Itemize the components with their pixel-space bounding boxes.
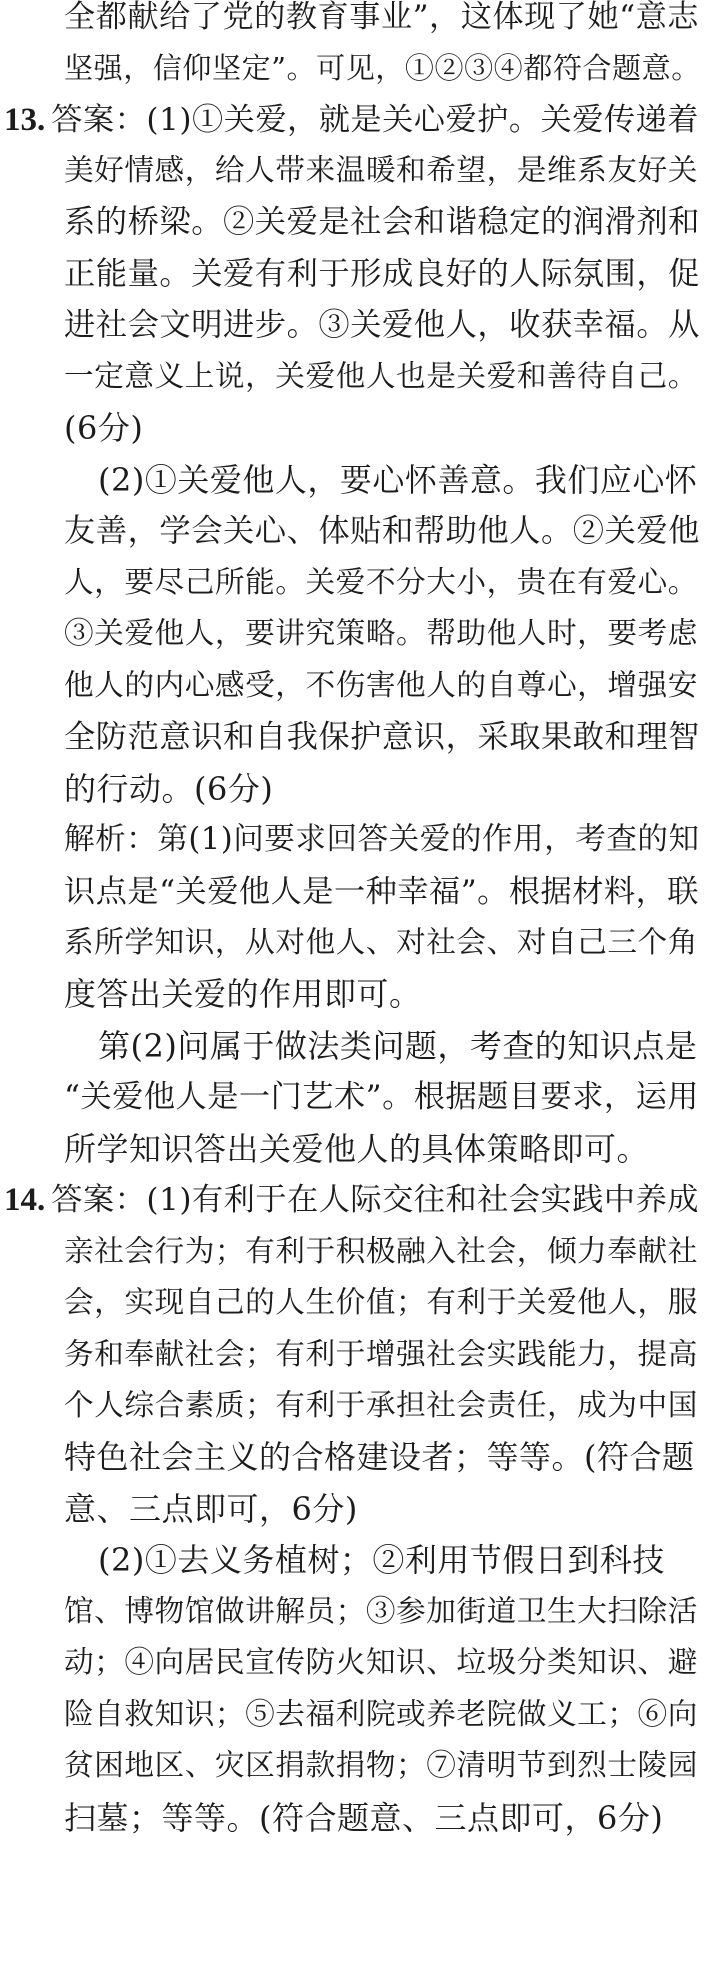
text-line	[64, 765, 273, 813]
line-text: 所学知识答出关爱他人的具体策略即可。	[64, 1130, 650, 1168]
line-text: 解析：第(1)问要求回答关爱的作用，考查的知	[64, 822, 700, 857]
text-line	[64, 507, 700, 555]
question-number: 14.	[4, 1182, 46, 1218]
line-text: 系的桥梁。②关爱是社会和谐稳定的润滑剂和	[64, 204, 700, 240]
text-line	[64, 44, 701, 92]
question-number: 13.	[4, 102, 46, 138]
line-text: 馆、博物馆做讲解员；③参加街道卫生大扫除活	[64, 1594, 698, 1629]
line-text: 务和奉献社会；有利于增强社会实践能力，提高	[64, 1337, 698, 1372]
text-line	[64, 353, 698, 401]
line-text: 友善，学会关心、体贴和帮助他人。②关爱他	[64, 513, 700, 549]
line-text: 全防范意识和自我保护意识，采取果敢和理智	[64, 719, 700, 755]
line-text: 答案：(1)①关爱，就是关心爱护。关爱传递着	[51, 102, 699, 138]
text-line	[64, 147, 698, 195]
text-line	[64, 198, 700, 246]
text-line	[64, 970, 422, 1018]
text-line	[64, 1691, 698, 1739]
text-line	[64, 1588, 698, 1636]
line-text: 的行动。(6分)	[64, 770, 274, 808]
text-line	[64, 919, 698, 967]
text-line	[64, 1742, 698, 1790]
line-text: 人，要尽己所能。关爱不分大小，贵在有爱心。	[64, 565, 698, 600]
line-text: 度答出关爱的作用即可。	[64, 975, 422, 1013]
line-text: 进社会文明进步。③关爱他人，收获幸福。从	[64, 307, 700, 343]
line-text: 动；④向居民宣传防火知识、垃圾分类知识、避	[64, 1645, 698, 1680]
line-text: 亲社会行为；有利于积极融入社会，倾力奉献社	[64, 1234, 698, 1269]
line-text: ③关爱他人，要讲究策略。帮助他人时，要考虑	[64, 616, 698, 651]
line-text: 贫困地区、灾区捐款捐物；⑦清明节到烈士陵园	[64, 1748, 698, 1783]
text-line	[64, 1073, 699, 1121]
text-line	[64, 1639, 698, 1687]
line-text: 美好情感，给人带来温暖和希望，是维系友好关	[64, 153, 698, 188]
line-text: 坚强，信仰坚定”。可见，①②③④都符合题意。	[64, 51, 701, 85]
text-line	[64, 559, 698, 607]
text-line	[64, 1228, 698, 1276]
text-line	[64, 662, 698, 710]
text-line	[64, 1279, 698, 1327]
text-line	[64, 1433, 695, 1481]
text-line	[64, 1382, 698, 1430]
text-line	[64, 1794, 663, 1842]
line-text: 第(2)问属于做法类问题，考查的知识点是	[98, 1027, 698, 1065]
text-line	[64, 713, 700, 761]
line-text: 全都献给了党的教育事业”，这体现了她“意志	[64, 0, 699, 35]
text-line	[98, 456, 697, 504]
line-text: 一定意义上说，关爱他人也是关爱和善待自己。	[64, 359, 698, 394]
line-text: 识点是“关爱他人是一种幸福”。根据材料，联	[64, 874, 699, 910]
text-line	[64, 301, 700, 349]
line-text: “关爱他人是一门艺术”。根据题目要求，运用	[64, 1079, 699, 1115]
text-line	[64, 404, 143, 452]
text-line	[98, 1536, 665, 1584]
text-line	[64, 816, 700, 864]
text-line	[64, 1331, 698, 1379]
line-text: (2)①关爱他人，要心怀善意。我们应心怀	[98, 461, 698, 499]
line-text: 系所学知识，从对他人、对社会、对自己三个角	[64, 925, 698, 960]
text-line	[64, 250, 700, 298]
line-text: 答案：(1)有利于在人际交往和社会实践中养成	[51, 1182, 699, 1218]
line-text: 意、三点即可，6分)	[64, 1490, 358, 1528]
text-line	[98, 1022, 697, 1070]
text-line	[64, 868, 699, 916]
line-text: 特色社会主义的合格建设者；等等。(符合题	[64, 1438, 695, 1476]
line-text: 会，实现自己的人生价值；有利于关爱他人，服	[64, 1285, 698, 1320]
text-line	[64, 0, 699, 41]
question-line	[4, 1176, 699, 1224]
text-line	[64, 610, 698, 658]
line-text: (6分)	[64, 409, 144, 447]
line-text: 扫墓；等等。(符合题意、三点即可，6分)	[64, 1799, 664, 1837]
line-text: (2)①去义务植树；②利用节假日到科技	[98, 1541, 665, 1579]
text-line	[64, 1125, 649, 1173]
line-text: 险自救知识；⑤去福利院或养老院做义工；⑥向	[64, 1697, 698, 1732]
text-line	[64, 1485, 358, 1533]
question-line	[4, 96, 699, 144]
line-text: 个人综合素质；有利于承担社会责任，成为中国	[64, 1388, 698, 1423]
line-text: 正能量。关爱有利于形成良好的人际氛围，促	[64, 256, 700, 292]
line-text: 他人的内心感受，不伤害他人的自尊心，增强安	[64, 668, 698, 703]
